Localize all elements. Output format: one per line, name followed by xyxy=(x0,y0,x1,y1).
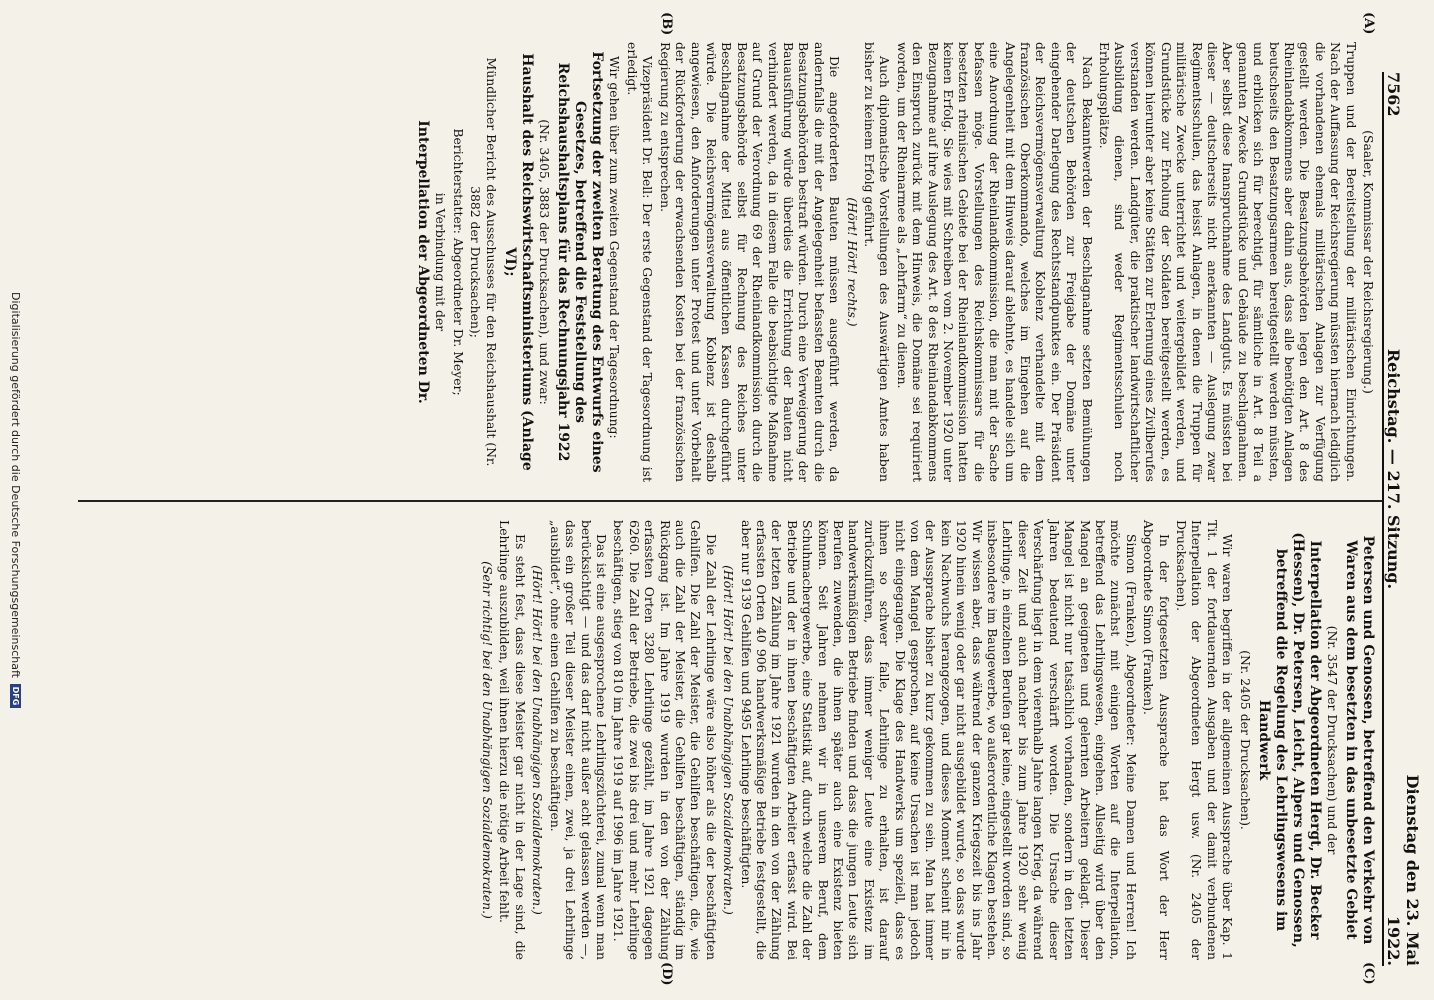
agenda-connector: in Verbindung mit der xyxy=(433,192,449,332)
agenda-ref: (Nr. 3405, 3883 der Drucksachen), und zwar: xyxy=(537,119,553,405)
page-header xyxy=(1382,72,1422,966)
agenda-item: Haushalt des Reichswirtschaftsministeriums (Anlage VI); xyxy=(501,53,535,471)
interpellation-title: Petersen und Genossen, betreffend den Verkehr von Waren aus dem besetzten in das unbesetzte Gebiet xyxy=(1343,535,1376,945)
footer-text: Digitalisierung gefördert durch die Deutsche Forschungsgemeinschaft xyxy=(9,292,23,678)
interjection: (Hört! Hört! rechts.) xyxy=(844,197,860,327)
agenda-reporter: Berichterstatter: Abgeordneter Dr. Meyer; xyxy=(450,128,466,396)
margin-marker-c: (C) xyxy=(1361,962,1376,985)
paragraph: Das ist eine ausgesprochene Lehrlingszüchterei, zumal wenn man berücksichtigt — und das darf nicht außer acht gelassen werden —, dass ein großer Teil dieser Meister einen, zwei, ja drei Lehrlinge „ausbildet“, ohne einen Gehilfen zu beschäftigen. xyxy=(547,520,609,960)
agenda-interpellation: Interpellation der Abgeordneten Dr. xyxy=(415,120,432,404)
paragraph: Simon (Franken), Abgeordneter: Meine Damen und Herren! Ich möchte zunächst mit einigen Worten auf die Interpellation, betreffend das Lehrlingswesen, eingehen. Allseitig wird über den Mangel an geeigneten und gelernten Arbeitern geklagt. Dieser Mangel ist nicht nur tatsächlich vorhanden, sondern in den letzten Jahren bedeutend verschärft worden. Die Ursache dieser Verschärfung liegt in dem vierenhalb Jahre langen Krieg, da während dieser Zeit und auch nachher bis zum Jahre 1920 sehr wenig Lehrlinge, in einzelnen Berufen gar keine, eingestellt worden sind, so insbesondere im Baugewerbe, wo außerordentliche Klagen bestehen. Wir wissen aber, dass während der ganzen Kriegszeit bis ins Jahr 1920 hinein wenig oder gar nicht ausgebildet wurde, so dass wurde kein Nachwuchs herangezogen, und dieses Moment scheint mir in der Aussprache bisher zu kurz gekommen zu sein. Man hat immer von dem Mangel gesprochen, auf keine Ursachen ist man jedoch nicht eingegangen. Die Klage des Handwerks um speziell, dass es ihnen so schwer falle, Lehrlinge zu erhalten, ist darauf zurückzuführen, dass immer weniger Leute eine Existenz im handwerksmäßigen Betriebe finden und dass die jungen Leute sich Berufen zuwenden, die ihnen später auch eine Existenz bieten können. Seit Jahren nehmen wir in unserem Beruf, dem Schuhmachergewerbe, eine Statistik auf, durch welche die Zahl der Betriebe und der in ihnen beschäftigten Arbeiter erfasst wird. Bei der letzten Zählung im Jahre 1921 wurden in den von der Zählung erfassten Orten 40 906 handwerksmäßige Betriebe festgestellt, die aber nur 9139 Gehilfen und 9495 Lehrlinge beschäftigten. xyxy=(738,520,1139,960)
margin-marker-b: (B) xyxy=(659,12,674,36)
interpellation-ref-2: (Nr. 2405 der Drucksachen). xyxy=(1237,650,1253,830)
header-date: Dienstag den 23. Mai 1922. xyxy=(1384,774,1422,966)
interpellation-ref: (Nr. 3547 der Drucksachen) und der xyxy=(1325,625,1340,855)
interpellation-title-2: Interpellation der Abgeordneten Hergt, Dr. Becker (Hessen), Dr. Petersen, Leicht, Alpers und Genossen, betreffend die Regelung des Lehrlingswesens im Handwerk xyxy=(1255,532,1323,948)
paragraph: Auch diplomatische Vorstellungen des Auswärtigen Amtes haben bisher zu keinem Erfolg geführt. xyxy=(862,42,893,482)
paragraph: Nach Bekanntwerden der Beschlagnahme setzten Bemühungen der deutschen Behörden zur Freigabe der Domäne unter eingehender Darlegung des Rechtsstandpunktes ein. Der Präsident der Reichsvermögensverwaltung Koblenz verhandelte mit dem französischen Oberkommando, welches im Eingehen auf die Angelegenheit mit dem Hinweis darauf ablehnte, es handele sich um eine Anordnung der Rheinlandkommission, die man mit der Sache befassen möge. Vorstellungen des Reichskommissars für die besetzten rheinischen Gebiete bei der Rheinlandkommission hatten keinen Erfolg. Sie wies mit Schreiben vom 2. November 1920 unter Bezugnahme auf ihre Auslegung des Art. 8 des Rheinlandabkommens den Einspruch zurück mit dem Hinweis, die Domäne sei requiriert worden, um der Rheinarmee als „Lehrfarm“ zu dienen. xyxy=(894,42,1095,482)
agenda-report: Mündlicher Bericht des Ausschusses für den Reichshaushalt (Nr. 3882 der Drucksachen); xyxy=(468,57,499,467)
paragraph: Es steht fest, dass diese Meister gar nicht in der Lage sind, die Lehrlinge auszubilden, weil ihnen hierzu die nötige Arbeit fehlt. xyxy=(497,520,528,960)
interjection: (Sehr richtig! bei den Unabhängigen Sozialdemokraten.) xyxy=(480,561,496,919)
speaker-heading: (Saaler, Kommissar der Reichsregierung.) xyxy=(1361,130,1376,394)
paragraph: Die angeforderten Bauten müssen ausgeführt werden, da andernfalls die mit der Angelegenheit befassten Beamten durch die Besatzungsbehörden bestraft würden. Durch eine Verweigerung der Bauausführung würde überdies die Errichtung der Bauten nicht verhindert werden, da in diesem Falle die beabsichtigte Maßnahme auf Grund der Verordnung 69 der Rheinlandkommission durch die Besatzungsbehörde selbst für Rechnung des Reiches unter Beschlagnahme der Mittel aus öffentlichen Kassen durchgeführt würde. Die Reichsvermögensverwaltung Koblenz ist deshalb angewiesen, den Anforderungen unter Protest und unter Vorbehalt der Rückforderung der erwachsenden Kosten bei der französischen Regierung zu entsprechen. xyxy=(657,42,843,482)
paragraph: In der fortgesetzten Aussprache hat das Wort der Herr Abgeordnete Simon (Franken). xyxy=(1141,520,1172,960)
margin-marker-d: (D) xyxy=(659,962,674,986)
right-column xyxy=(478,520,1376,960)
dfg-logo-icon: DFG xyxy=(11,684,22,708)
paragraph: Wir waren begriffen in der allgemeinen Aussprache über Kap. 1 Tit. 1 der fortdauernden Ausgaben und der damit verbundenen Interpellation der Abgeordneten Hergt usw. (Nr. 2405 der Drucksachen). xyxy=(1173,520,1236,960)
paragraph: Wir gehen über zum zweiten Gegenstand der Tagesordnung: xyxy=(607,56,623,439)
margin-marker-a: (A) xyxy=(1361,12,1376,35)
page-number: 7562 xyxy=(1384,72,1403,117)
header-title: Reichstag. — 217. Sitzung. xyxy=(1384,348,1403,590)
paragraph: Die Zahl der Lehrlinge wäre also höher als die der beschäftigten Gehilfen. Die Zahl der Meister, die Gehilfen beschäftigen, die, wie auch die Zahl der Meister, die Gehilfen beschäftigen, ständig im Rückgang ist. Im Jahre 1919 wurden in den von der Zählung erfassten Orten 3280 Lehrlinge gezählt, im Jahre 1921 dagegen 6260. Die Zahl der Betriebe, die zwei bis drei und mehr Lehrlinge beschäftigen, stieg von 810 im Jahre 1919 auf 1996 im Jahre 1921. xyxy=(611,520,719,960)
paragraph: Truppen und der Bereitstellung der militärischen Einrichtungen. Nach der Auffassung der Reichsregierung müssten hiernach lediglich die vorhandenen ehemals militärischen Anlagen zur Verfügung gestellt werden. Die Besatzungsbehörden legen den Art. 8 des Rheinlandabkommens aber dahin aus, dass alle benötigten Anlagen beutschseits den Besatzungsarmeen bereitgestellt werden müssten, und erblicken sich für berechtigt, für sämtliche in Art. 8 Teil a genannten Zwecke Grundstücke und Gebäude zu beschlagnahmen. Aber selbst diese Inanspruchnahme des Landguts. Es müssten bei dieser — deutscherseits nicht anerkannten — Auslegung zwar Regimentsschulen, das heisst Anlagen, in denen die Truppen für militärische Zwecke unterrichtet und weitergebildet werden, und Grundstücke zur Erholung der Soldaten bereitgestellt werden, es können hierunter aber keine Stätten zur Erlernung eines Zivilberufes verstanden werden. Landgüter, die praktischer landwirtschaftlicher Ausbildung dienen, sind weder Regimentsschulen noch Erholungsplätze. xyxy=(1097,42,1359,482)
left-column xyxy=(412,42,1376,482)
agenda-title: Fortsetzung der zweiten Beratung des Entwurfs eines Gesetzes, betreffend die Feststellung des Reichshaushaltsplans für das Rechnungsjahr 1922 xyxy=(555,51,606,473)
paragraph: Vizepräsident Dr. Bell: Der erste Gegenstand der Tagesordnung ist erledigt. xyxy=(624,42,656,482)
interjection: (Hört! Hört! bei den Unabhängigen Sozialdemokraten.) xyxy=(721,565,737,915)
digitization-footer xyxy=(6,0,26,1000)
interjection: (Hört! Hört! bei den Unabhängigen Sozialdemokraten.) xyxy=(530,565,546,915)
column-divider xyxy=(78,500,1382,502)
